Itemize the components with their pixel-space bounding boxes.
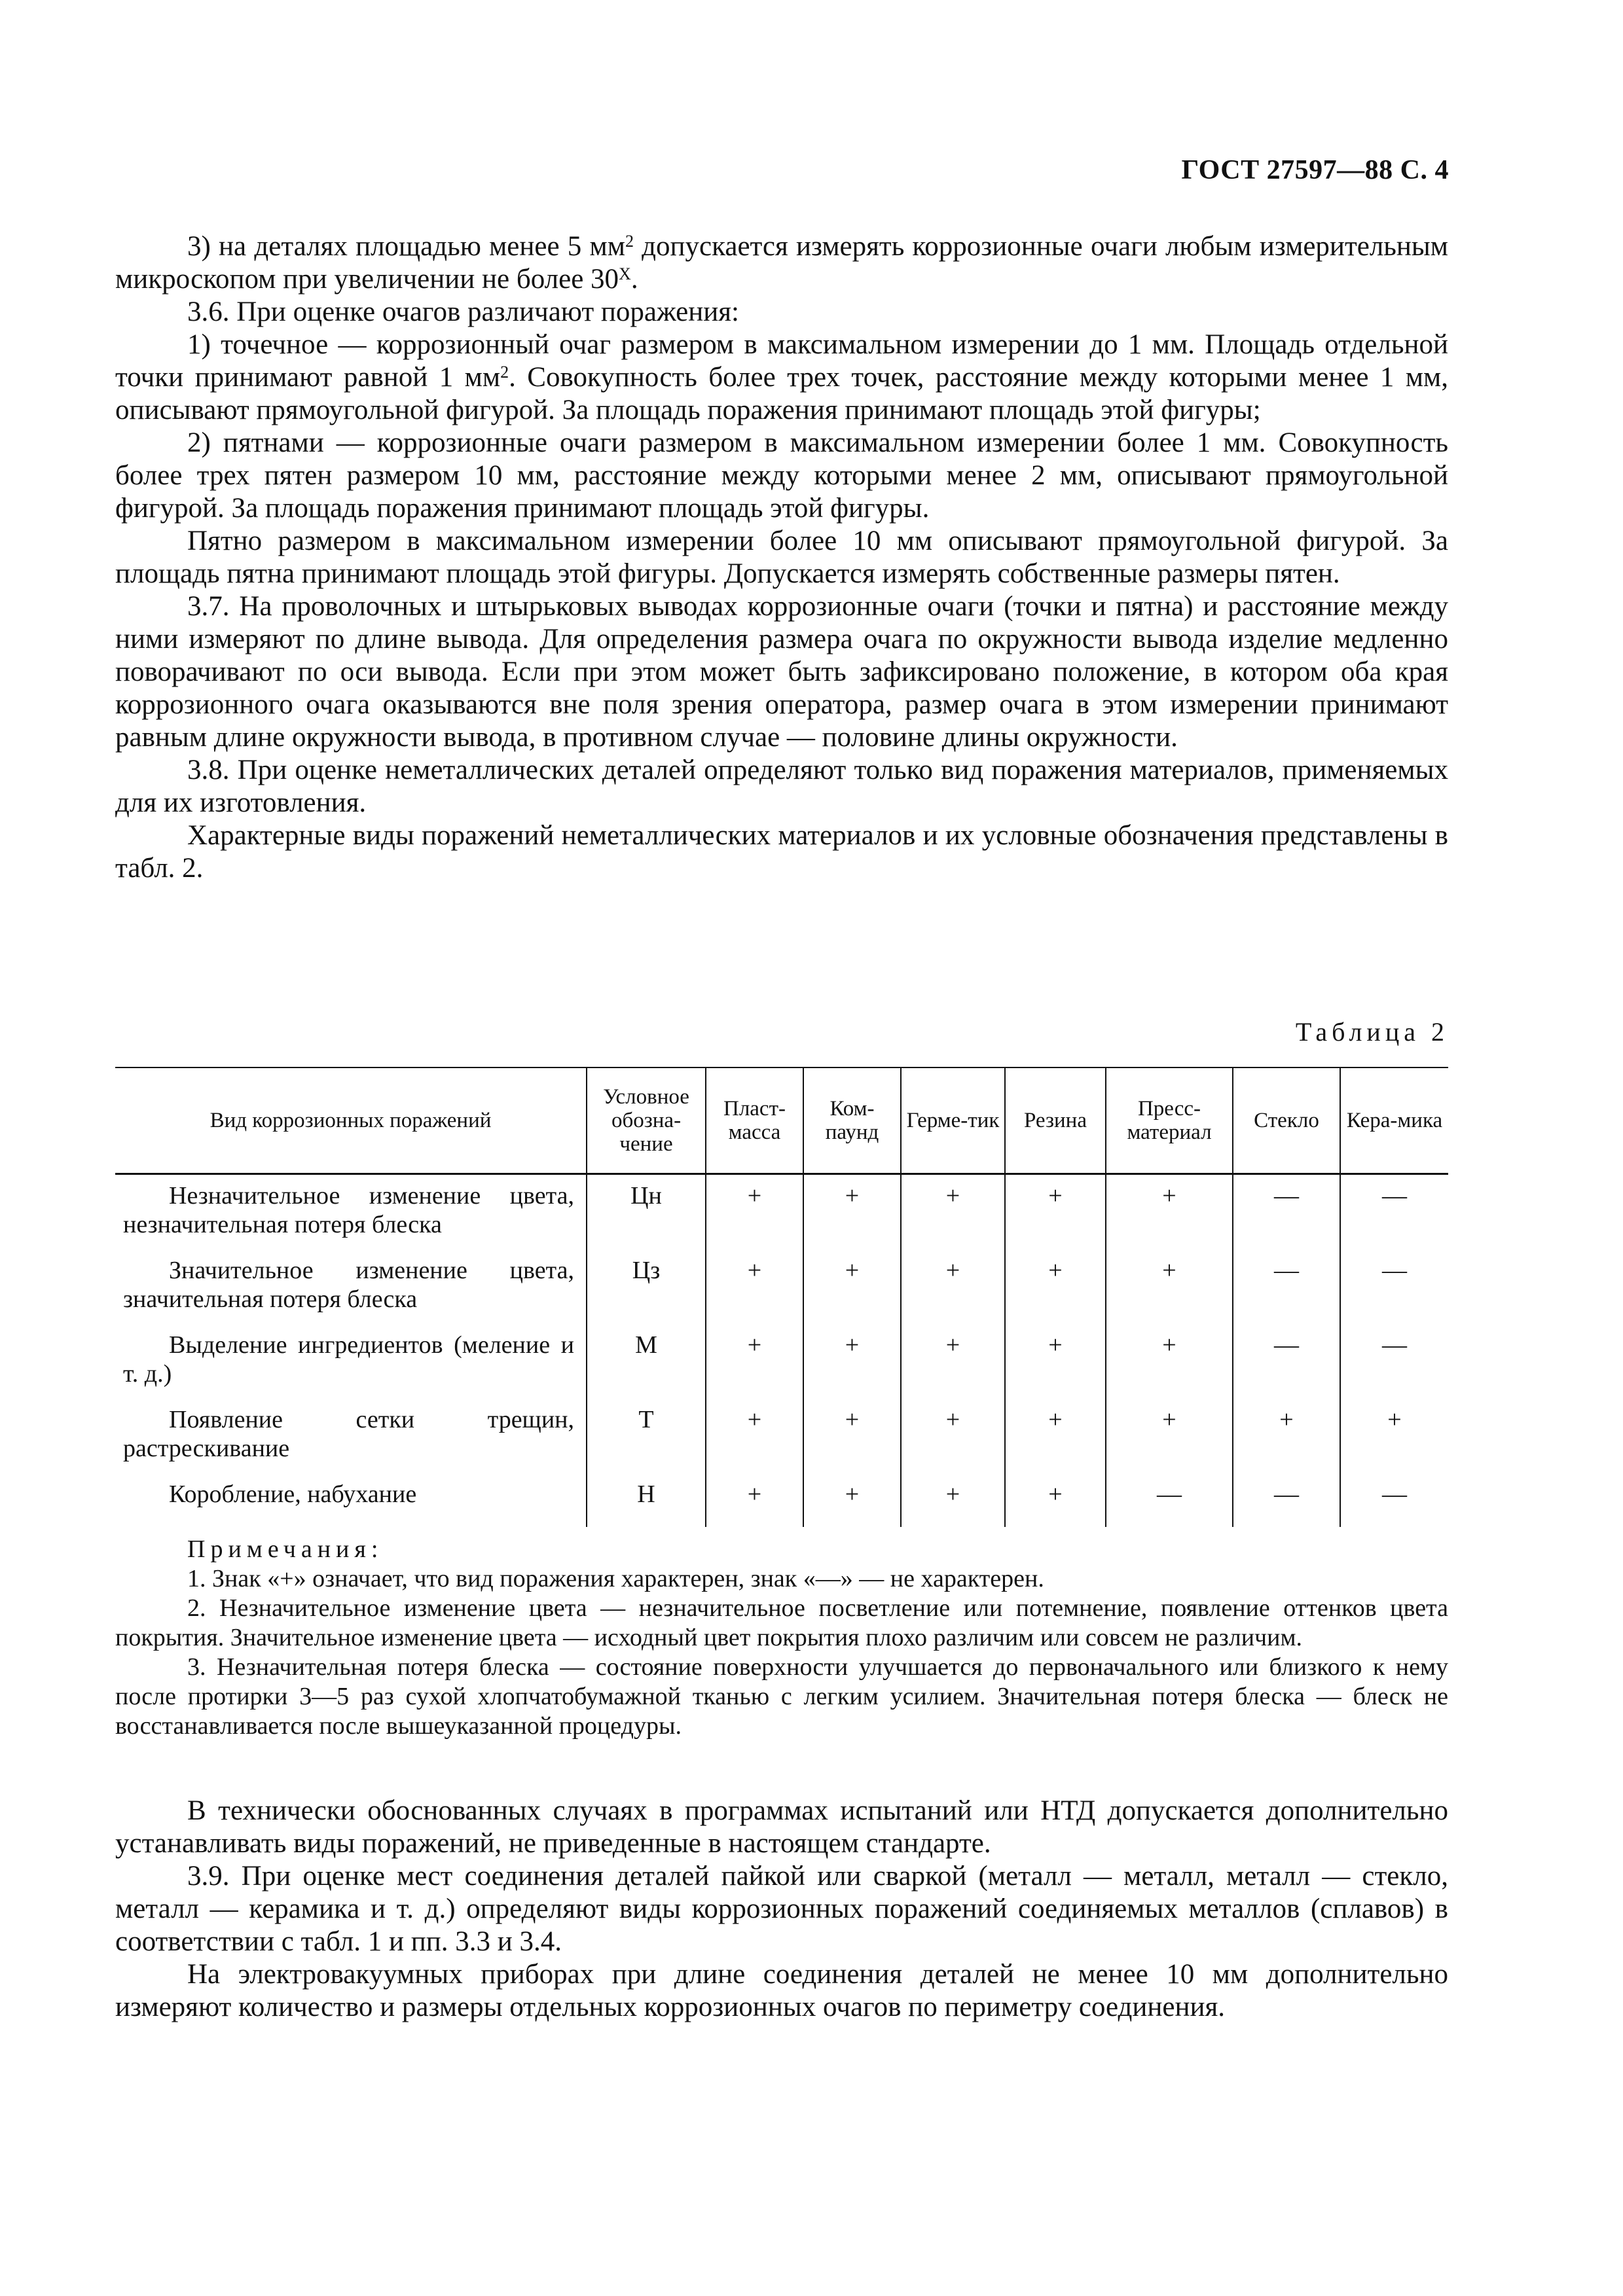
paragraph-small-parts: 3) на деталях площадью менее 5 $мм^2$ допускается измерять коррозионные очаги любым измерительным микроскопом при увеличении не более $30^Х$. bbox=[115, 231, 1448, 295]
lesion-type-cell: Появление сетки трещин, растрескивание bbox=[123, 1406, 574, 1462]
paragraph-3-9: 3.9. При оценке мест соединения деталей пайкой или сваркой (металл — металл, металл — стекло, металл — керамика и т. д.) определяют виды коррозионных поражений соединяемых металлов (сплавов) в соответствии с табл. 1 и пп. 3.3 и 3.4. bbox=[115, 1861, 1448, 1957]
table-header-row bbox=[115, 1067, 1448, 1174]
header-cell: Пласт-масса bbox=[706, 1067, 803, 1174]
lesion-type-cell: Значительное изменение цвета, значительная потеря блеска bbox=[123, 1257, 574, 1313]
header-cell: Резина bbox=[1005, 1067, 1106, 1174]
value-cell: + bbox=[803, 1174, 901, 1250]
lesions-table bbox=[115, 1067, 1448, 1527]
page-header: ГОСТ 27597—88 С. 4 bbox=[1181, 155, 1449, 185]
paragraph-large-spot: Пятно размером в максимальном измерении более 10 мм описывают прямоугольной фигурой. За площадь пятна принимают площадь этой фигуры. Допускается измерять собственные размеры пятен. bbox=[115, 526, 1448, 589]
value-cell: + bbox=[803, 1473, 901, 1527]
value-cell: + bbox=[706, 1324, 803, 1399]
code-cell: Цн bbox=[587, 1174, 706, 1250]
value-cell: — bbox=[1106, 1473, 1233, 1527]
notes-section bbox=[115, 1535, 1448, 1741]
value-cell: + bbox=[803, 1324, 901, 1399]
paragraph-technical-cases: В технически обоснованных случаях в программах испытаний или НТД допускается дополнительно устанавливать виды поражений, не приведенные в настоящем стандарте. bbox=[115, 1795, 1448, 1859]
value-cell: — bbox=[1340, 1249, 1448, 1324]
header-cell: Герме-тик bbox=[901, 1067, 1005, 1174]
value-cell: — bbox=[1340, 1324, 1448, 1399]
value-cell: + bbox=[803, 1249, 901, 1324]
value-cell: — bbox=[1340, 1473, 1448, 1527]
lesion-type-cell: Незначительное изменение цвета, незначительная потеря блеска bbox=[123, 1182, 574, 1238]
value-cell: — bbox=[1233, 1249, 1340, 1324]
code-cell: Т bbox=[587, 1399, 706, 1473]
value-cell: + bbox=[901, 1473, 1005, 1527]
intro-section bbox=[115, 230, 1448, 885]
lesion-type-cell: Коробление, набухание bbox=[169, 1480, 417, 1508]
table-caption: Таблица 2 bbox=[1295, 1017, 1449, 1047]
table-row bbox=[115, 1324, 1448, 1399]
value-cell: + bbox=[1106, 1399, 1233, 1473]
value-cell: + bbox=[706, 1473, 803, 1527]
note-item: 2. Незначительное изменение цвета — незначительное посветление или потемнение, появление оттенков цвета покрытия. Значительное изменение цвета — исходный цвет покрытия плохо различим или совсем не различим. bbox=[115, 1594, 1448, 1651]
table-row bbox=[115, 1473, 1448, 1527]
header-cell: Пресс-материал bbox=[1106, 1067, 1233, 1174]
value-cell: + bbox=[1005, 1324, 1106, 1399]
value-cell: + bbox=[1005, 1249, 1106, 1324]
code-cell: М bbox=[587, 1324, 706, 1399]
header-cell: Кера-мика bbox=[1340, 1067, 1448, 1174]
value-cell: + bbox=[1233, 1399, 1340, 1473]
table-row bbox=[115, 1174, 1448, 1250]
value-cell: — bbox=[1233, 1174, 1340, 1250]
notes-title: Примечания: bbox=[187, 1535, 384, 1563]
paragraph-electrovacuum: На электровакуумных приборах при длине соединения деталей не менее 10 мм дополнительно измеряют количество и размеры отдельных коррозионных очагов по периметру соединения. bbox=[115, 1959, 1448, 2022]
value-cell: + bbox=[1005, 1399, 1106, 1473]
paragraph-spot-lesions: 2) пятнами — коррозионные очаги размером в максимальном измерении более 1 мм. Совокупность более трех пятен размером 10 мм, расстояние между которыми менее 2 мм, описывают прямоугольной фигурой. За площадь поражения принимают площадь этой фигуры. bbox=[115, 427, 1448, 524]
note-item: 1. Знак «+» означает, что вид поражения характерен, знак «—» — не характерен. bbox=[187, 1565, 1044, 1592]
paragraph-3-7: 3.7. На проволочных и штырьковых выводах коррозионные очаги (точки и пятна) и расстояние между ними измеряют по длине вывода. Для определения размера очага по окружности вывода изделие медленно поворачивают по оси вывода. Если при этом может быть зафиксировано положение, в котором оба края коррозионного очага оказываются вне поля зрения оператора, размер очага в этом измерении принимают равным длине окружности вывода, в противном случае — половине длины окружности. bbox=[115, 591, 1448, 753]
header-cell: Условное обозна-чение bbox=[587, 1067, 706, 1174]
value-cell: + bbox=[1106, 1174, 1233, 1250]
value-cell: + bbox=[803, 1399, 901, 1473]
header-cell: Вид коррозионных поражений bbox=[115, 1067, 587, 1174]
note-item: 3. Незначительная потеря блеска — состояние поверхности улучшается до первоначального или близкого к нему после протирки 3—5 раз сухой хлопчатобумажной тканью с легким усилием. Значительная потеря блеска — блеск не восстанавливается после вышеуказанной процедуры. bbox=[115, 1653, 1448, 1740]
table-row bbox=[115, 1399, 1448, 1473]
value-cell: + bbox=[706, 1399, 803, 1473]
value-cell: + bbox=[901, 1324, 1005, 1399]
paragraph-3-6: 3.6. При оценке очагов различают поражения: bbox=[187, 296, 739, 327]
paragraph-3-8: 3.8. При оценке неметаллических деталей определяют только вид поражения материалов, применяемых для их изготовления. bbox=[115, 755, 1448, 818]
value-cell: + bbox=[1340, 1399, 1448, 1473]
value-cell: + bbox=[1106, 1324, 1233, 1399]
value-cell: — bbox=[1233, 1473, 1340, 1527]
value-cell: + bbox=[706, 1174, 803, 1250]
paragraph-point-lesions: 1) точечное — коррозионный очаг размером в максимальном измерении до 1 мм. Площадь отдельной точки принимают равной 1 $мм^2$. Совокупность более трех точек, расстояние между которыми менее 1 мм, описывают прямоугольной фигурой. За площадь поражения принимают площадь этой фигуры; bbox=[115, 329, 1448, 425]
value-cell: + bbox=[901, 1399, 1005, 1473]
code-cell: Н bbox=[587, 1473, 706, 1527]
value-cell: + bbox=[1005, 1473, 1106, 1527]
table-row bbox=[115, 1249, 1448, 1324]
value-cell: + bbox=[901, 1249, 1005, 1324]
lesion-type-cell: Выделение ингредиентов (меление и т. д.) bbox=[123, 1331, 574, 1388]
paragraph-table-ref: Характерные виды поражений неметаллических материалов и их условные обозначения представлены в табл. 2. bbox=[115, 820, 1448, 884]
value-cell: — bbox=[1340, 1174, 1448, 1250]
header-cell: Ком-паунд bbox=[803, 1067, 901, 1174]
closing-section bbox=[115, 1795, 1448, 2024]
code-cell: Цз bbox=[587, 1249, 706, 1324]
value-cell: + bbox=[706, 1249, 803, 1324]
value-cell: — bbox=[1233, 1324, 1340, 1399]
header-cell: Стекло bbox=[1233, 1067, 1340, 1174]
value-cell: + bbox=[901, 1174, 1005, 1250]
value-cell: + bbox=[1005, 1174, 1106, 1250]
value-cell: + bbox=[1106, 1249, 1233, 1324]
